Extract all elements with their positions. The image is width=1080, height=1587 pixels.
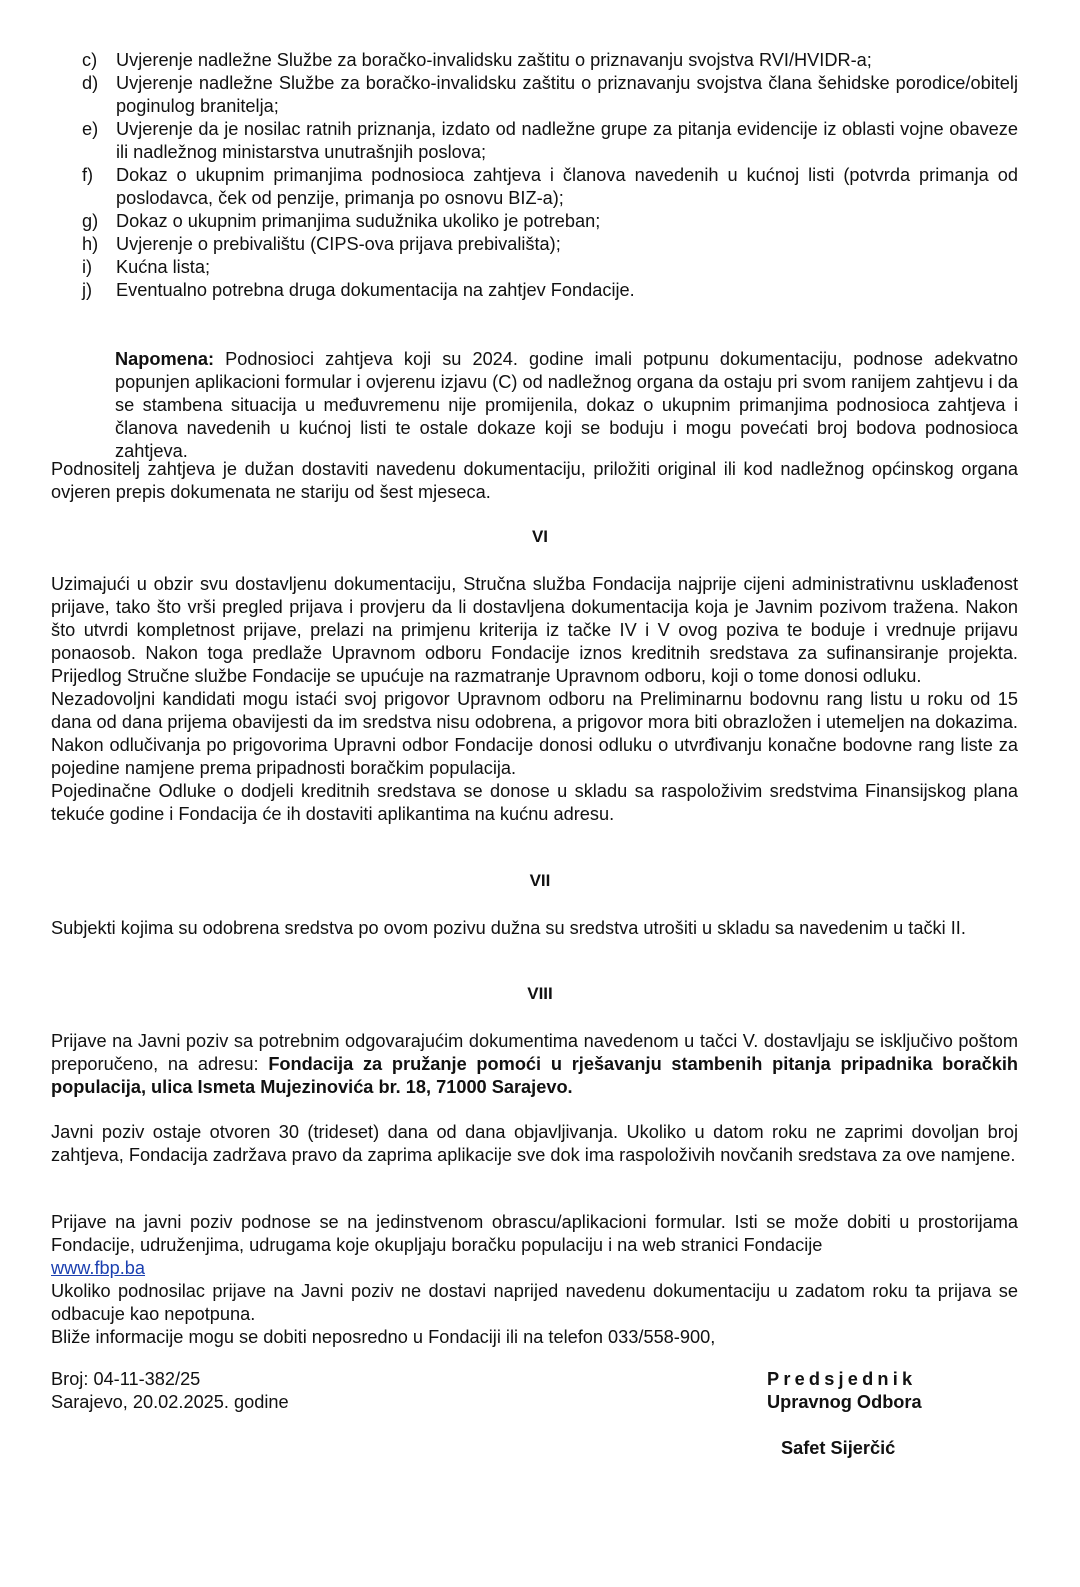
- submission-text: Prijave na Javni poziv sa potrebnim odgovarajućim dokumentima navedenom u tačci V. dostavljaju se isključivo poštom preporučeno, na adresu:: [51, 1031, 1018, 1074]
- place-and-date: Sarajevo, 20.02.2025. godine: [51, 1392, 289, 1412]
- list-item: [82, 49, 1018, 72]
- list-item-text: Uvjerenje da je nosilac ratnih priznanja, izdato od nadležne grupe za pitanja evidencije iz oblasti vojne obaveze ili nadležnog ministarstva unutrašnjih poslova;: [116, 119, 1018, 162]
- list-item: [82, 279, 1018, 302]
- list-item-text: Uvjerenje nadležne Službe za boračko-invalidsku zaštitu o priznavanju svojstva RVI/HVIDR-a;: [116, 50, 872, 70]
- website-link[interactable]: www.fbp.ba: [51, 1258, 146, 1278]
- note-label: Napomena:: [115, 349, 215, 369]
- list-marker: d): [82, 73, 99, 93]
- note-text: Podnosioci zahtjeva koji su 2024. godine imali potpunu dokumentaciju, podnose adekvatno popunjen aplikacioni formular i ovjerenu izjavu (C) od nadležnog organa da ostaju pri svom ranijem zahtjevu i da se stambena situacija u međuvremenu nije promijenila, dokaz o ukupnim primanjima podnosioca zahtjeva i članova navedenih u kućnoj listi te ostale dokaze koji se boduju i mogu povećati broj bodova podnosioca zahtjeva.: [115, 349, 1018, 461]
- list-item: [82, 256, 1018, 279]
- list-item: [82, 233, 1018, 256]
- section-viii-paragraph-5: Bliže informacije mogu se dobiti neposredno u Fondaciji ili na telefon 033/558-900,: [51, 1327, 716, 1347]
- section-vi-paragraph-2: Nezadovoljni kandidati mogu istaći svoj prigovor Upravnom odboru na Preliminarnu bodovnu rang listu u roku od 15 dana od dana prijema obavijesti da im sredstva nisu odobrena, a prigovor mora biti obrazložen i utemeljen na dokazima. Nakon odlučivanja po prigovorima Upravni odbor Fondacije donosi odluku o utvrđivanju konačne bodovne rang liste za pojedine namjene prema pripadnosti boračkim populacija.: [51, 689, 1018, 778]
- signatory-title: Predsjednik: [767, 1369, 917, 1389]
- list-item: [82, 118, 1018, 164]
- application-form-text: Prijave na javni poziv podnose se na jedinstvenom obrascu/aplikacioni formular. Isti se može dobiti u prostorijama Fondacije, udruženjima, udrugama koje okupljaju boračku populaciju i na web stranici Fondacije: [51, 1212, 1018, 1255]
- list-marker: f): [82, 165, 94, 185]
- list-marker: e): [82, 119, 99, 139]
- section-vi-paragraph-1: Uzimajući u obzir svu dostavljenu dokumentaciju, Stručna služba Fondacija najprije cijeni administrativnu usklađenost prijave, tako što vrši pregled prijava i provjeru da li dostavljena dokumentacija koja je Javnim pozivom tražena. Nakon što utvrdi kompletnost prijave, prelazi na primjenu kriterija iz tačke IV i V ovog poziva te boduje i vrednuje prijavu ponaosob. Nakon toga predlaže Upravnom odboru Fondacije iznos kreditnih sredstava za sufinansiranje projekta. Prijedlog Stručne službe Fondacije se upućuje na razmatranje Upravnom odboru, koji o tome donosi odluku.: [51, 574, 1018, 686]
- section-vi-body: [51, 573, 1018, 826]
- section-viii-paragraph-2: Javni poziv ostaje otvoren 30 (trideset) dana od dana objavljivanja. Ukoliko u datom roku ne zaprimi dovoljan broj zahtjeva, Fondacija zadržava pravo da zaprima aplikacije sve dok ima raspoloživih novčanih sredstava za ove namjene.: [51, 1122, 1018, 1165]
- note-paragraph: [115, 348, 1018, 463]
- section-viii-body-2: [51, 1211, 1018, 1349]
- reference-block: [51, 1368, 289, 1414]
- signatory-title-board: Upravnog Odbora: [767, 1392, 922, 1412]
- list-item: [82, 210, 1018, 233]
- list-item-text: Eventualno potrebna druga dokumentacija na zahtjev Fondacije.: [116, 280, 635, 300]
- section-heading-viii: VIII: [527, 984, 553, 1003]
- section-heading-vii: VII: [529, 871, 551, 890]
- section-viii-paragraph-1: [51, 1030, 1018, 1099]
- section-viii-paragraph-4: Ukoliko podnosilac prijave na Javni poziv ne dostavi naprijed navedenu dokumentaciju u zadatom roku ta prijava se odbacuje kao nepotpuna.: [51, 1281, 1018, 1324]
- list-marker: i): [82, 257, 93, 277]
- list-item: [82, 72, 1018, 118]
- signature-block: [767, 1368, 922, 1460]
- list-marker: c): [82, 50, 98, 70]
- section-viii-paragraph-3: [51, 1211, 1018, 1280]
- list-marker: h): [82, 234, 99, 254]
- list-item-text: Uvjerenje nadležne Službe za boračko-invalidsku zaštitu o priznavanju svojstva člana šehidske porodice/obitelj poginulog branitelja;: [116, 73, 1018, 116]
- reference-number: Broj: 04-11-382/25: [51, 1369, 201, 1389]
- list-item-text: Dokaz o ukupnim primanjima sudužnika ukoliko je potreban;: [116, 211, 601, 231]
- list-item: [82, 164, 1018, 210]
- section-v-closing-paragraph: Podnositelj zahtjeva je dužan dostaviti navedenu dokumentaciju, priložiti original ili kod nadležnog općinskog organa ovjeren prepis dokumenata ne stariju od šest mjeseca.: [51, 459, 1018, 502]
- list-marker: j): [82, 280, 93, 300]
- section-heading-vi: VI: [531, 527, 549, 546]
- required-documents-list: [82, 49, 1018, 302]
- list-item-text: Uvjerenje o prebivalištu (CIPS-ova prijava prebivališta);: [116, 234, 561, 254]
- list-item-text: Dokaz o ukupnim primanjima podnosioca zahtjeva i članova navedenih u kućnoj listi (potvrda primanja od poslodavca, ček od penzije, primanja po osnovu BIZ-a);: [116, 165, 1018, 208]
- foundation-address: Fondacija za pružanje pomoći u rješavanju stambenih pitanja pripadnika boračkih populacija, ulica Ismeta Mujezinovića br. 18, 71000 Sarajevo.: [51, 1054, 1018, 1097]
- list-marker: g): [82, 211, 99, 231]
- signatory-name: Safet Sijerčić: [781, 1438, 896, 1458]
- section-vii-paragraph: Subjekti kojima su odobrena sredstva po ovom pozivu dužna su sredstva utrošiti u skladu sa navedenim u tački II.: [51, 918, 966, 938]
- list-item-text: Kućna lista;: [116, 257, 211, 277]
- section-vi-paragraph-3: Pojedinačne Odluke o dodjeli kreditnih sredstava se donose u skladu sa raspoloživim sredstvima Finansijskog plana tekuće godine i Fondacija će ih dostaviti aplikantima na kućnu adresu.: [51, 781, 1018, 824]
